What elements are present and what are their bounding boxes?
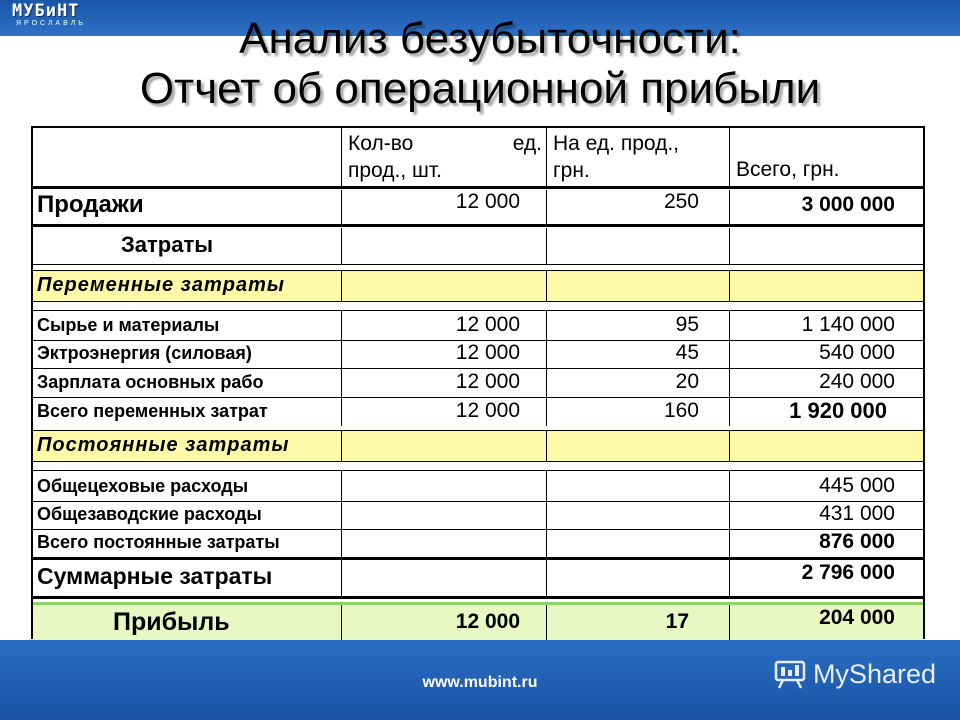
table-row-variable-heading xyxy=(33,270,923,302)
profit-total: 204 000 xyxy=(730,605,923,641)
header-unit xyxy=(547,128,730,186)
row-total: 876 000 xyxy=(819,530,895,553)
profit-qty: 12 000 xyxy=(342,605,547,641)
row-qty: 12 000 xyxy=(342,397,547,426)
costs-total-empty xyxy=(730,228,923,264)
row-qty-empty xyxy=(342,471,547,501)
row-label: Зарплата основных рабо xyxy=(33,368,342,397)
row-unit: 160 xyxy=(547,397,730,426)
costs-label: Затраты xyxy=(33,228,342,264)
table-row-fixed-total xyxy=(33,529,923,560)
table-row xyxy=(33,310,923,341)
row-total: 431 000 xyxy=(819,502,895,525)
total-costs-label: Суммарные затраты xyxy=(33,560,342,596)
fixed-qty-empty xyxy=(342,431,547,461)
table-row-variable-total xyxy=(33,397,923,426)
table-row xyxy=(33,339,923,369)
row-total: 1 920 000 xyxy=(789,398,887,423)
footer-band xyxy=(0,640,960,720)
slide-title xyxy=(0,14,960,114)
table-row-total-costs xyxy=(33,560,923,599)
table-row xyxy=(33,368,923,398)
footer-url[interactable]: www.mubint.ru xyxy=(422,674,538,691)
row-label: Эктроэнергия (силовая) xyxy=(33,339,342,368)
row-label: Сырье и материалы xyxy=(33,311,342,340)
table-row xyxy=(33,470,923,502)
costs-unit-empty xyxy=(547,228,730,264)
variable-costs-label: Переменные затраты xyxy=(33,271,342,301)
logo-main: МУБиНТ xyxy=(12,1,80,21)
fixed-costs-label: Постоянные затраты xyxy=(33,431,342,461)
sales-total: 3 000 000 xyxy=(801,193,895,216)
header-qty-line2: прод., шт. xyxy=(348,159,442,182)
row-label: Общезаводские расходы xyxy=(33,500,342,529)
row-unit: 20 xyxy=(547,368,730,397)
table-row xyxy=(33,500,923,530)
header-unit-line2: грн. xyxy=(553,159,590,182)
table-row-fixed-heading xyxy=(33,430,923,462)
table-row-costs xyxy=(33,228,923,265)
header-total: Всего, грн. xyxy=(736,158,840,181)
row-label: Общецеховые расходы xyxy=(33,471,342,501)
row-label: Всего постоянные затраты xyxy=(33,529,342,557)
myshared-text: MyShared xyxy=(812,658,936,689)
variable-qty-empty xyxy=(342,271,547,301)
row-qty: 12 000 xyxy=(342,339,547,368)
total-costs-unit-empty xyxy=(547,560,730,596)
sales-unit: 250 xyxy=(547,190,730,224)
title-line-1: Анализ безубыточности: xyxy=(239,14,741,63)
myshared-watermark xyxy=(773,656,936,692)
variable-total-empty xyxy=(730,271,923,301)
total-costs-qty-empty xyxy=(342,560,547,596)
fixed-unit-empty xyxy=(547,431,730,461)
header-qty xyxy=(342,128,547,186)
row-qty: 12 000 xyxy=(342,368,547,397)
row-qty: 12 000 xyxy=(342,311,547,340)
title-line-2: Отчет об операционной прибыли xyxy=(139,64,821,113)
costs-qty-empty xyxy=(342,228,547,264)
header-qty-line1: Кол-во ед. xyxy=(348,132,542,155)
row-total: 1 140 000 xyxy=(801,313,895,336)
row-label: Всего переменных затрат xyxy=(33,397,342,426)
fixed-total-empty xyxy=(730,431,923,461)
logo-sub: ЯРОСЛАВЛЬ xyxy=(16,20,86,27)
profit-report-table xyxy=(31,126,925,639)
header-unit-line1: На ед. прод., xyxy=(553,132,680,155)
row-unit-empty xyxy=(547,500,730,529)
row-unit-empty xyxy=(547,529,730,557)
row-total: 240 000 xyxy=(819,370,895,393)
presentation-board-icon xyxy=(773,657,807,691)
row-unit-empty xyxy=(547,471,730,501)
row-qty-empty xyxy=(342,529,547,557)
table-row-profit xyxy=(33,602,923,644)
header-empty-cell xyxy=(33,128,342,186)
profit-label: Прибыль xyxy=(33,605,342,641)
row-qty-empty xyxy=(342,500,547,529)
sales-label: Продажи xyxy=(33,190,342,224)
sales-qty: 12 000 xyxy=(342,190,547,224)
table-row-sales xyxy=(33,190,923,227)
profit-unit: 17 xyxy=(547,605,730,641)
row-total: 445 000 xyxy=(819,474,895,497)
total-costs-total: 2 796 000 xyxy=(801,561,895,584)
row-unit: 95 xyxy=(547,311,730,340)
row-unit: 45 xyxy=(547,339,730,368)
variable-unit-empty xyxy=(547,271,730,301)
row-total: 540 000 xyxy=(819,341,895,364)
table-header-row xyxy=(33,128,923,189)
